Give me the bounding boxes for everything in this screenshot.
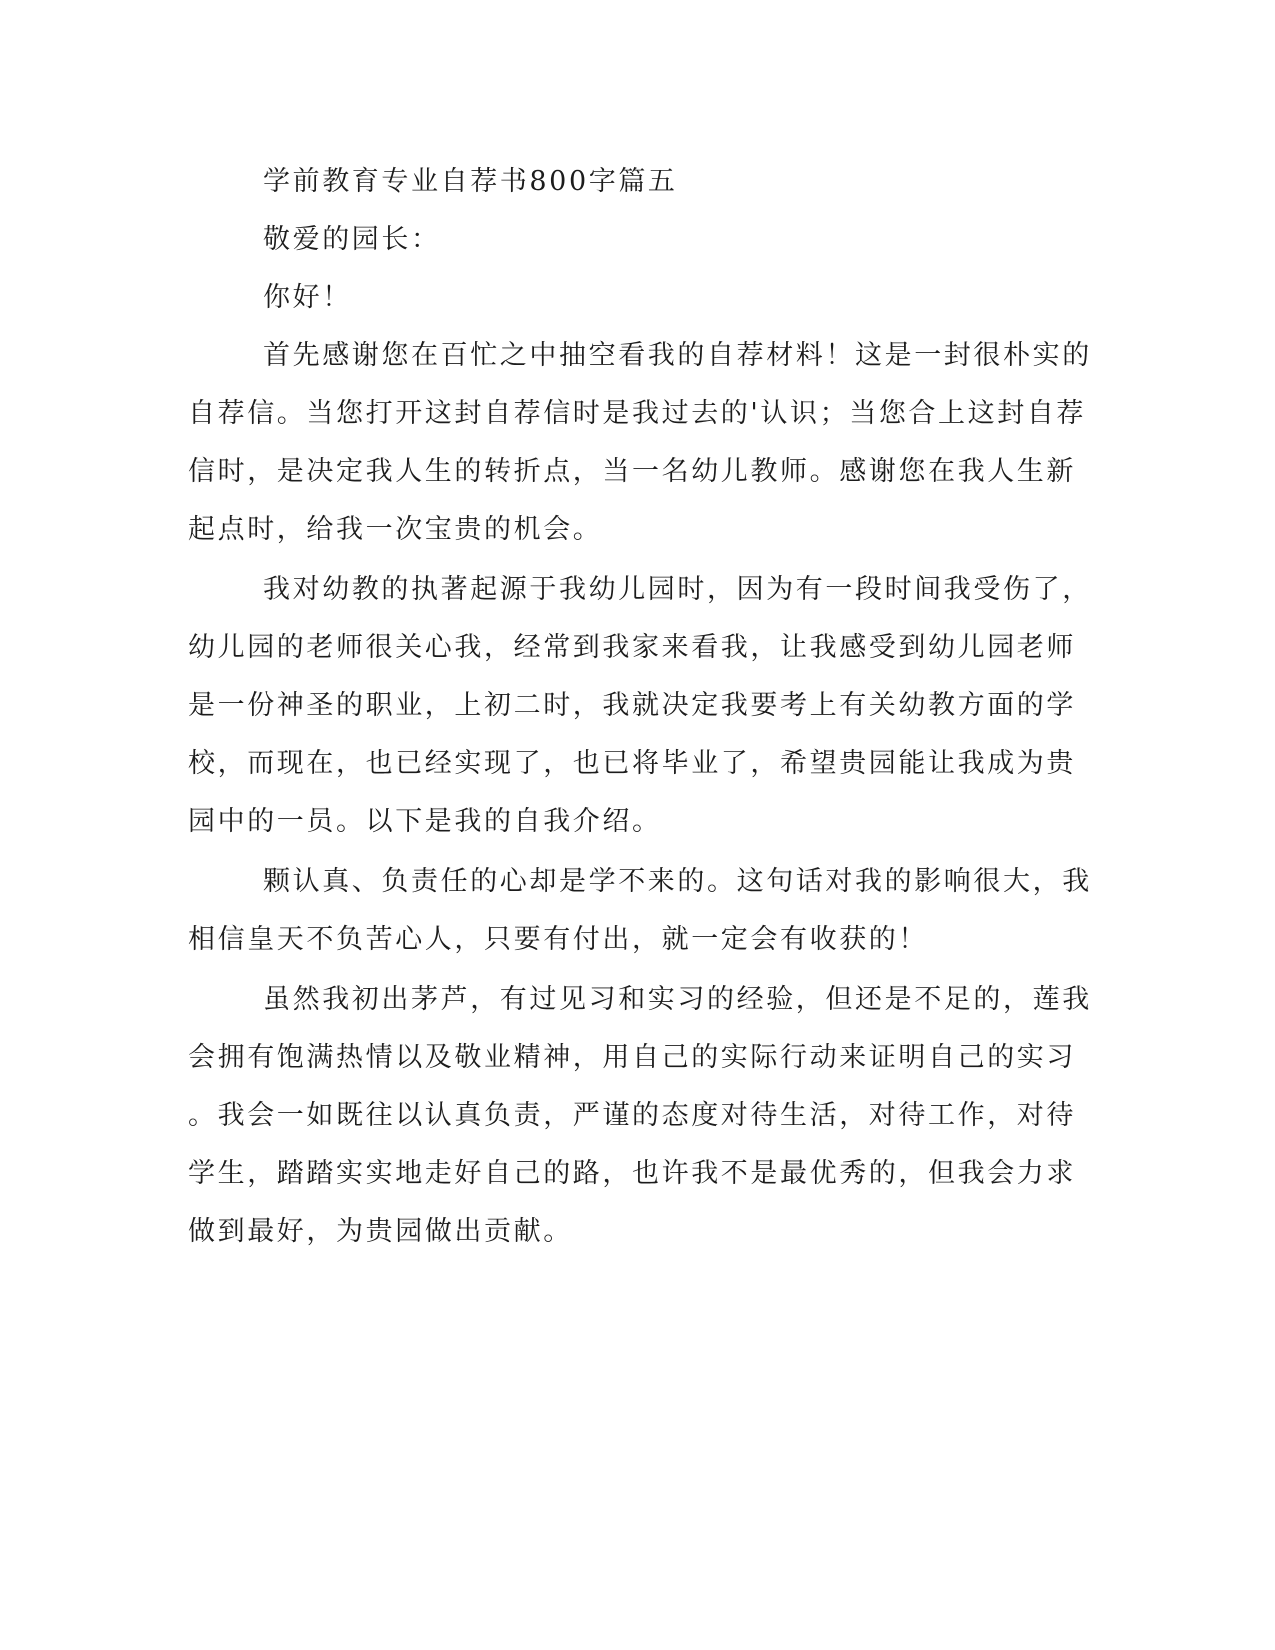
paragraph-2-line-5: 园中的一员。以下是我的自我介绍。 xyxy=(188,806,662,837)
paragraph-4-line-2: 会拥有饱满热情以及敬业精神，用自己的实际行动来证明自己的实习 xyxy=(188,1042,1076,1073)
salutation: 敬爱的园长： xyxy=(263,224,441,255)
paragraph-4-line-3: 。我会一如既往以认真负责，严谨的态度对待生活，对待工作，对待 xyxy=(188,1100,1076,1131)
paragraph-1-line-3: 信时，是决定我人生的转折点，当一名幼儿教师。感谢您在我人生新 xyxy=(188,456,1076,487)
paragraph-4-line-4: 学生，踏踏实实地走好自己的路，也许我不是最优秀的，但我会力求 xyxy=(188,1158,1076,1189)
paragraph-4-line-1: 虽然我初出茅芦，有过见习和实习的经验，但还是不足的，莲我 xyxy=(263,984,1092,1015)
paragraph-1-line-2: 自荐信。当您打开这封自荐信时是我过去的'认识；当您合上这封自荐 xyxy=(188,398,1087,429)
paragraph-2-line-3: 是一份神圣的职业，上初二时，我就决定我要考上有关幼教方面的学 xyxy=(188,690,1076,721)
paragraph-2-line-4: 校，而现在，也已经实现了，也已将毕业了，希望贵园能让我成为贵 xyxy=(188,748,1076,779)
document-title: 学前教育专业自荐书800字篇五 xyxy=(263,166,678,197)
paragraph-1-line-4: 起点时，给我一次宝贵的机会。 xyxy=(188,514,603,545)
paragraph-2-line-2: 幼儿园的老师很关心我，经常到我家来看我，让我感受到幼儿园老师 xyxy=(188,632,1076,663)
paragraph-1-line-1: 首先感谢您在百忙之中抽空看我的自荐材料！这是一封很朴实的 xyxy=(263,340,1092,371)
paragraph-4-line-5: 做到最好，为贵园做出贡献。 xyxy=(188,1216,573,1247)
paragraph-3-line-1: 颗认真、负责任的心却是学不来的。这句话对我的影响很大，我 xyxy=(263,866,1092,897)
paragraph-2-line-1: 我对幼教的执著起源于我幼儿园时，因为有一段时间我受伤了， xyxy=(263,574,1092,605)
greeting: 你好！ xyxy=(263,282,352,313)
paragraph-3-line-2: 相信皇天不负苦心人，只要有付出，就一定会有收获的！ xyxy=(188,924,928,955)
